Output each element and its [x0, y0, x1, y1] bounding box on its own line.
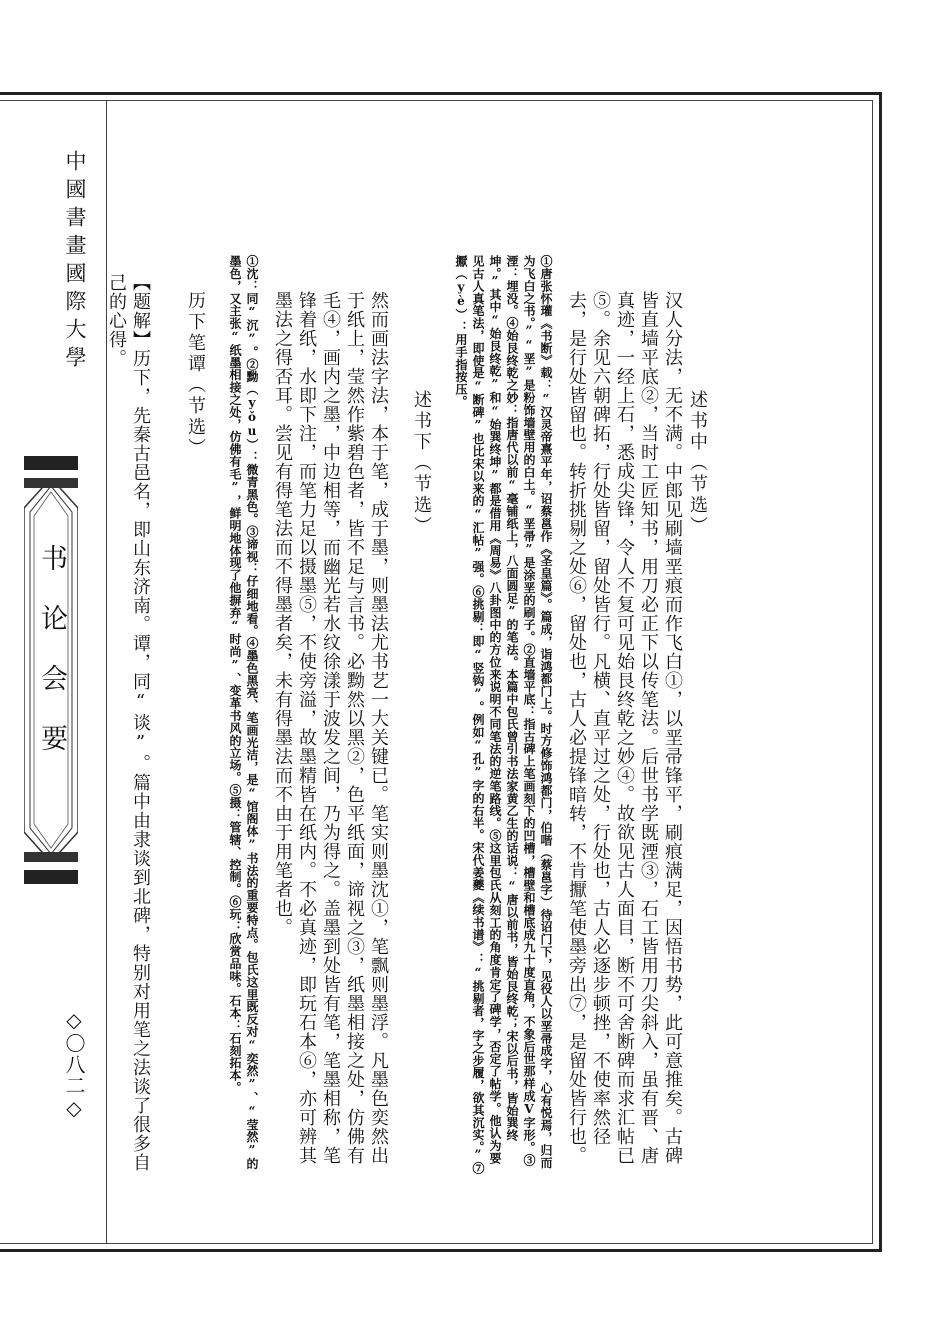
article-intro-3	[104, 255, 152, 1175]
article-heading-3: 历下笔谭（节选）	[185, 291, 206, 459]
article-heading-2: 述书下（节选）	[411, 390, 432, 537]
article-heading-1: 述书中（节选）	[687, 390, 708, 537]
intro-text: 历下，先秦古邑名，即山东济南。谭，同“谈”。篇中由隶谈到北碑，特别对用笔之法谈了很多自己的心得。	[106, 273, 151, 1172]
main-text	[106, 255, 710, 1175]
decorative-bar-top	[24, 456, 78, 470]
series-title: 中國書畫國際大學	[63, 150, 87, 374]
page-number: ◇〇八二◇	[62, 1008, 86, 1121]
article-body-2: 然而画法字法，本于笔，成于墨，则墨法尤书艺一大关键已。笔实则墨沈①，笔飘则墨浮。凡墨色奕然出于纸上，莹然作紫碧色者，皆不足与言书。必黝然以黑②，色平纸面，谛视之③，纸墨相接之处，仿佛有毛④，画内之墨，中边相等，而幽光若水纹徐漾于波发之间，乃为得之。盖墨到处皆有笔，笔墨相称，笔锋着纸，水即下注，而笔力足以摄墨⑤，不使旁溢，故墨精皆在纸内。不必真迹，即玩石本⑥，亦可辨其墨法之得否耳。尝见有得笔法而不得墨者矣，未有得墨法而不由于用笔者也。	[272, 291, 389, 1165]
book-title-panel	[24, 478, 78, 862]
article-body-1: 汉人分法，无不满。中郎见刷墙垩痕而作飞白①，以垩帚锋平，刷痕满足，因悟书势，此可意推矣。古碑皆直墙平底②，当时工匠知书，用刀必正下以传笔法。后世书学既湮③，石工皆用刀尖斜入，虽有晋、唐真迹，一经上石，悉成尖锋，令人不复可见始艮终乾之妙④。故欲见古人面目，断不可舍断碑而求汇帖已⑤。余见六朝碑拓，行处皆留，留处皆行。凡横、直平过之处，行处也，古人必逐步顿挫，不使率然径去，是行处皆留也。转折挑剔之处⑥，留处也，古人必提锋暗转，不肯擫笔使墨旁出⑦，是留处皆行也。	[566, 291, 683, 1165]
footnotes-2: ①沈：同“沉”。②黝（yǒu）：微青黑色。③谛视：仔细地看。④墨色黑亮、笔画光洁，是“馆阁体”书法的重要特点。包氏这里既反对“奕然”、“莹然”的墨色，又主张“纸墨相接之处，仿佛有毛”，鲜明地体现了他摒弃“时尚”、变革书风的立场。⑤摄：管辖、控制。⑥玩：欣赏品味。石本：石刻拓本。	[228, 255, 259, 1170]
intro-label: 【题解】	[130, 273, 151, 349]
footnotes-1: ①唐张怀瓘《书断》载：“汉灵帝熹平年，诏蔡邕作《圣皇篇》。篇成，诣鸿都门上。时方修饰鸿都门，伯喈（蔡邕字）待诏门下，见役人以垩帚成字，心有悦焉，归而为飞白之书。”“垩”是粉饰墙壁用的白土。“垩帚”是涂垩的刷子。②直墙平底：指古碑上笔画刻下的凹槽，槽壁和槽底成九十度直角，不象后世那样成V字形。③湮：埋没。④始艮终乾之妙：指唐代以前“毫铺纸上，八面圆足”的笔法。本篇中包氏曾引书法家黄乙生的话说：“唐以前书，皆始艮终乾；宋以后书，皆始巽终坤。”其中“始艮终乾”和“始巽终坤”都是借用《周易》八卦图中的方位来说明不同笔法的逆笔路线。⑤这里包氏从刻工的角度肯定了碑学，否定了帖学。他认为要见古人真笔法，即使是“断碑”也比宋以来的“汇帖”强。⑥挑剔：即“竖钩”。例如“孔”字的右半。宋代姜夔《续书谱》：“挑剔者，字之步履，欲其沉实。”⑦擫（yè）：用手指按压。	[454, 255, 553, 1175]
book-title: 书论会要	[36, 544, 67, 784]
decorative-bar-bottom	[24, 870, 78, 884]
